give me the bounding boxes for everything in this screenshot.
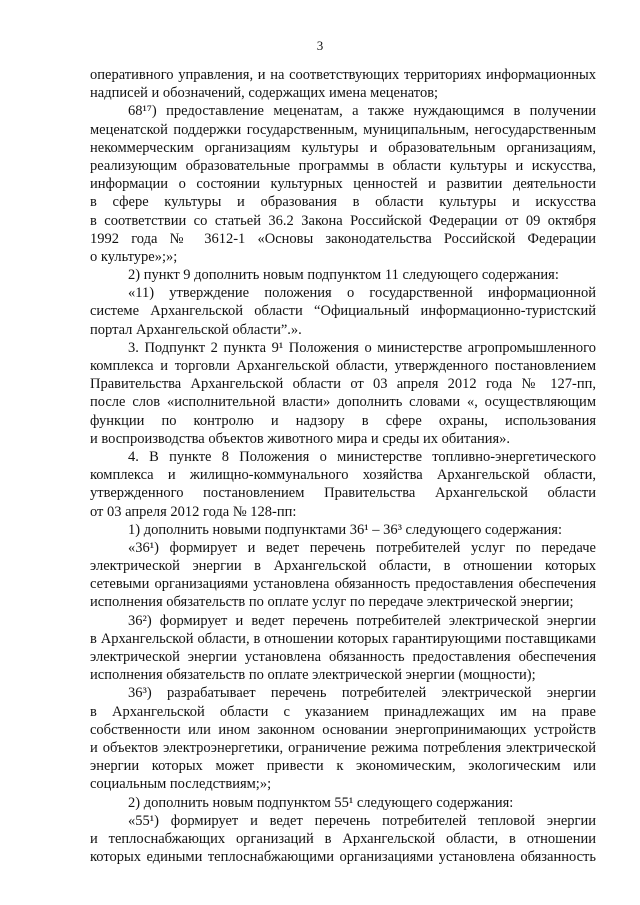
text-line: 68¹⁷) предоставление меценатам, а также нуждающимся в получении <box>128 103 596 120</box>
text-line: 1) дополнить новыми подпунктами 36¹ – 36³ следующего содержания: <box>128 521 563 538</box>
text-line: в соответствии со статьей 36.2 Закона Российской Федерации от 09 октября <box>90 212 596 229</box>
text-line: собственности или ином законном основании энергопринимающих устройств <box>90 721 596 738</box>
text-line: 2) пункт 9 дополнить новым подпунктом 11 следующего содержания: <box>128 267 559 284</box>
text-line: 3. Подпункт 2 пункта 9¹ Положения о министерстве агропромышленного <box>128 339 596 356</box>
text-line: функции по контролю и надзору в сфере охраны, использования <box>90 412 596 429</box>
text-line: исполнения обязательств по оплате электрической энергии (мощности); <box>90 667 536 684</box>
text-line: 2) дополнить новым подпунктом 55¹ следующего содержания: <box>128 794 514 811</box>
text-line: оперативного управления, и на соответствующих территориях информационных <box>90 67 596 83</box>
text-line: надписей и обозначений, содержащих имена меценатов; <box>90 85 439 102</box>
text-line: комплекса и жилищно-коммунального хозяйства Архангельской области, <box>90 467 596 484</box>
text-line: в Архангельской области с указанием принадлежащих им на праве <box>90 703 596 720</box>
text-line: электрической энергии установлена обязанность предоставления обеспечения <box>90 649 596 665</box>
text-line: 1992 года № 3612-1 «Основы законодательства Российской Федерации <box>90 230 596 247</box>
text-line: утвержденного постановлением Правительства Архангельской области <box>90 485 596 502</box>
text-line: социальным последствиям;»; <box>90 776 272 793</box>
text-line: «36¹) формирует и ведет перечень потребителей услуг по передаче <box>128 539 596 556</box>
text-line: некоммерческим организациям культуры и образовательным организациям, <box>90 139 596 156</box>
text-line: исполнения обязательств по оплате услуг по передаче электрической энергии; <box>90 594 574 611</box>
text-line: информации о состоянии культурных ценностей и развитии деятельности <box>90 176 596 193</box>
text-line: которых едиными теплоснабжающими организациями установлена обязанность <box>90 849 596 866</box>
text-line: 36³) разрабатывает перечень потребителей электрической энергии <box>128 685 596 702</box>
text-line: портал Архангельской области”.». <box>90 321 302 338</box>
text-line: в Архангельской области, в отношении которых гарантирующими поставщиками <box>90 630 596 647</box>
document-body <box>90 66 596 866</box>
page-number: 3 <box>316 38 324 53</box>
text-line: энергии которых может привести к экономическим, экологическим или <box>90 758 596 775</box>
text-line: Правительства Архангельской области от 03 апреля 2012 года № 127-пп, <box>90 376 596 393</box>
text-line: 4. В пункте 8 Положения о министерстве топливно-энергетического <box>128 448 596 465</box>
text-line: о культуре»;»; <box>90 248 178 265</box>
text-line: «55¹) формирует и ведет перечень потребителей тепловой энергии <box>128 812 596 829</box>
text-line: комплекса и торговли Архангельской области, утвержденного постановлением <box>90 358 596 374</box>
text-line: в сфере культуры и образования в области культуры и искусства <box>90 194 596 211</box>
text-line: «11) утверждение положения о государственной информационной <box>128 285 596 302</box>
text-line: электрической энергии в Архангельской области, в отношении которых <box>90 558 596 575</box>
text-line: сетевыми организациями установлена обязанность предоставления обеспечения <box>90 576 596 593</box>
text-line: и теплоснабжающих организаций в Архангельской области, в отношении <box>90 830 596 847</box>
text-line: и объектов электроэнергетики, ограничение режима потребления электрической <box>90 739 596 756</box>
text-line: после слов «исполнительной власти» дополнить словами «, осуществляющим <box>90 394 596 411</box>
text-line: и воспроизводства объектов животного мира и среды их обитания». <box>90 430 511 447</box>
text-line: системе Архангельской области “Официальный информационно-туристский <box>90 303 596 320</box>
text-line: 36²) формирует и ведет перечень потребителей электрической энергии <box>128 612 596 629</box>
text-line: от 03 апреля 2012 года № 128-пп: <box>90 503 297 520</box>
text-line: реализующим образовательные программы в области культуры и искусства, <box>90 157 596 174</box>
text-line: меценатской поддержки государственным, муниципальным, негосударственным <box>90 121 596 138</box>
